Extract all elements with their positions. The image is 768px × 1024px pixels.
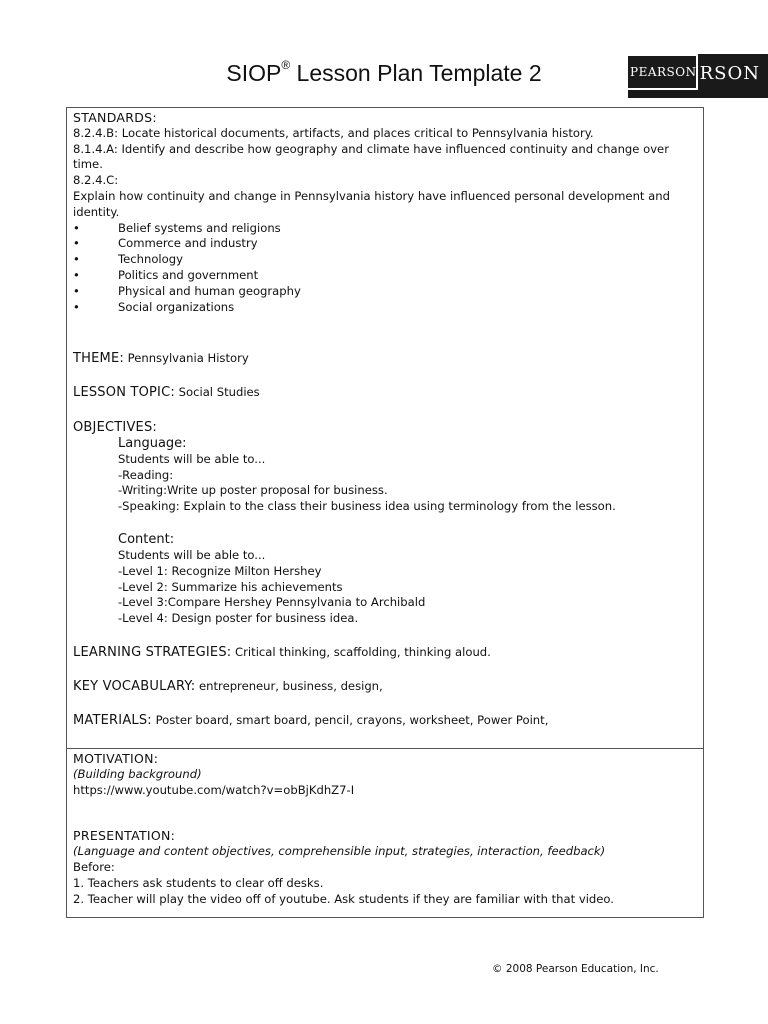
- list-item: • Physical and human geography: [73, 283, 301, 298]
- motivation-heading: MOTIVATION:: [73, 751, 159, 766]
- presentation-heading: PRESENTATION:: [73, 828, 176, 844]
- list-item-text: Commerce and industry: [118, 236, 258, 251]
- strategies-label: LEARNING STRATEGIES:: [73, 644, 232, 660]
- list-item-text: Social organizations: [118, 299, 235, 314]
- theme-value: Pennsylvania History: [123, 351, 249, 366]
- objective-line: Students will be able to...: [118, 547, 266, 562]
- strategies-row: [73, 645, 697, 661]
- vocabulary-row: [73, 679, 697, 695]
- vocabulary-value: entrepreneur, business, design,: [195, 678, 383, 693]
- objectives-heading: OBJECTIVES:: [73, 419, 157, 435]
- materials-value: Poster board, smart board, pencil, crayons, worksheet, Power Point,: [151, 712, 549, 727]
- objective-line: -Level 3:Compare Hershey Pennsylvania to Archibald: [118, 595, 426, 610]
- objective-line: -Speaking: Explain to the class their business idea using terminology from the lesson.: [118, 499, 616, 514]
- presentation-step: 2. Teacher will play the video off of youtube. Ask students if they are familiar with that video.: [73, 891, 614, 906]
- list-item: • Technology: [73, 252, 183, 267]
- standard-line: 8.2.4.B: Locate historical documents, artifacts, and places critical to Pennsylvania history.: [73, 125, 594, 140]
- topic-value: Social Studies: [174, 385, 260, 400]
- list-item-text: Politics and government: [118, 267, 259, 282]
- topic-row: [73, 385, 697, 401]
- objective-line: -Level 1: Recognize Milton Hershey: [118, 563, 322, 578]
- pearson-logo: [628, 54, 768, 98]
- logo-back-text: RSON: [699, 63, 760, 84]
- logo-front-text: PEARSON: [630, 65, 697, 79]
- motivation-note: (Building background): [73, 766, 202, 781]
- title-rest: Lesson Plan Template 2: [290, 60, 542, 86]
- language-label: Language:: [118, 435, 187, 451]
- title-main: SIOP: [226, 60, 282, 86]
- objective-line: Students will be able to...: [118, 451, 266, 466]
- list-item-text: Belief systems and religions: [118, 220, 281, 235]
- standards-heading: STANDARDS:: [73, 110, 157, 125]
- list-item: • Politics and government: [73, 267, 259, 282]
- objective-line: -Writing:Write up poster proposal for business.: [118, 483, 388, 498]
- standard-line: 8.2.4.C:: [73, 173, 119, 188]
- theme-label: THEME:: [73, 351, 124, 367]
- topic-label: LESSON TOPIC:: [73, 385, 175, 401]
- list-item-text: Technology: [118, 252, 183, 267]
- video-link[interactable]: https://www.youtube.com/watch?v=obBjKdhZ7-I: [73, 782, 355, 797]
- list-item: • Belief systems and religions: [73, 220, 281, 235]
- standard-line: 8.1.4.A: Identify and describe how geography and climate have influenced continuity and change over time.: [73, 141, 669, 172]
- objective-line: -Reading:: [118, 467, 174, 482]
- objective-line: -Level 4: Design poster for business idea.: [118, 611, 359, 626]
- lesson-plan-box-main: [66, 107, 704, 749]
- strategies-value: Critical thinking, scaffolding, thinking aloud.: [231, 644, 491, 659]
- materials-row: [73, 713, 697, 729]
- theme-row: [73, 351, 697, 367]
- content-label: Content:: [118, 531, 175, 547]
- before-label: Before:: [73, 859, 115, 874]
- lesson-plan-box-procedures: [66, 748, 704, 918]
- copyright-footer: © 2008 Pearson Education, Inc.: [492, 963, 659, 975]
- objective-line: -Level 2: Summarize his achievements: [118, 579, 343, 594]
- list-item: • Social organizations: [73, 299, 235, 314]
- materials-label: MATERIALS:: [73, 712, 152, 728]
- presentation-step: 1. Teachers ask students to clear off desks.: [73, 875, 324, 890]
- logo-front-box: [628, 54, 698, 90]
- presentation-note: (Language and content objectives, comprehensible input, strategies, interaction, feedback): [73, 844, 606, 859]
- vocabulary-label: KEY VOCABULARY:: [73, 678, 196, 694]
- registered-mark: ®: [281, 58, 291, 72]
- standard-line: Explain how continuity and change in Pennsylvania history have influenced personal development and identity.: [73, 188, 670, 219]
- list-item: • Commerce and industry: [73, 236, 258, 251]
- list-item-text: Physical and human geography: [118, 283, 301, 298]
